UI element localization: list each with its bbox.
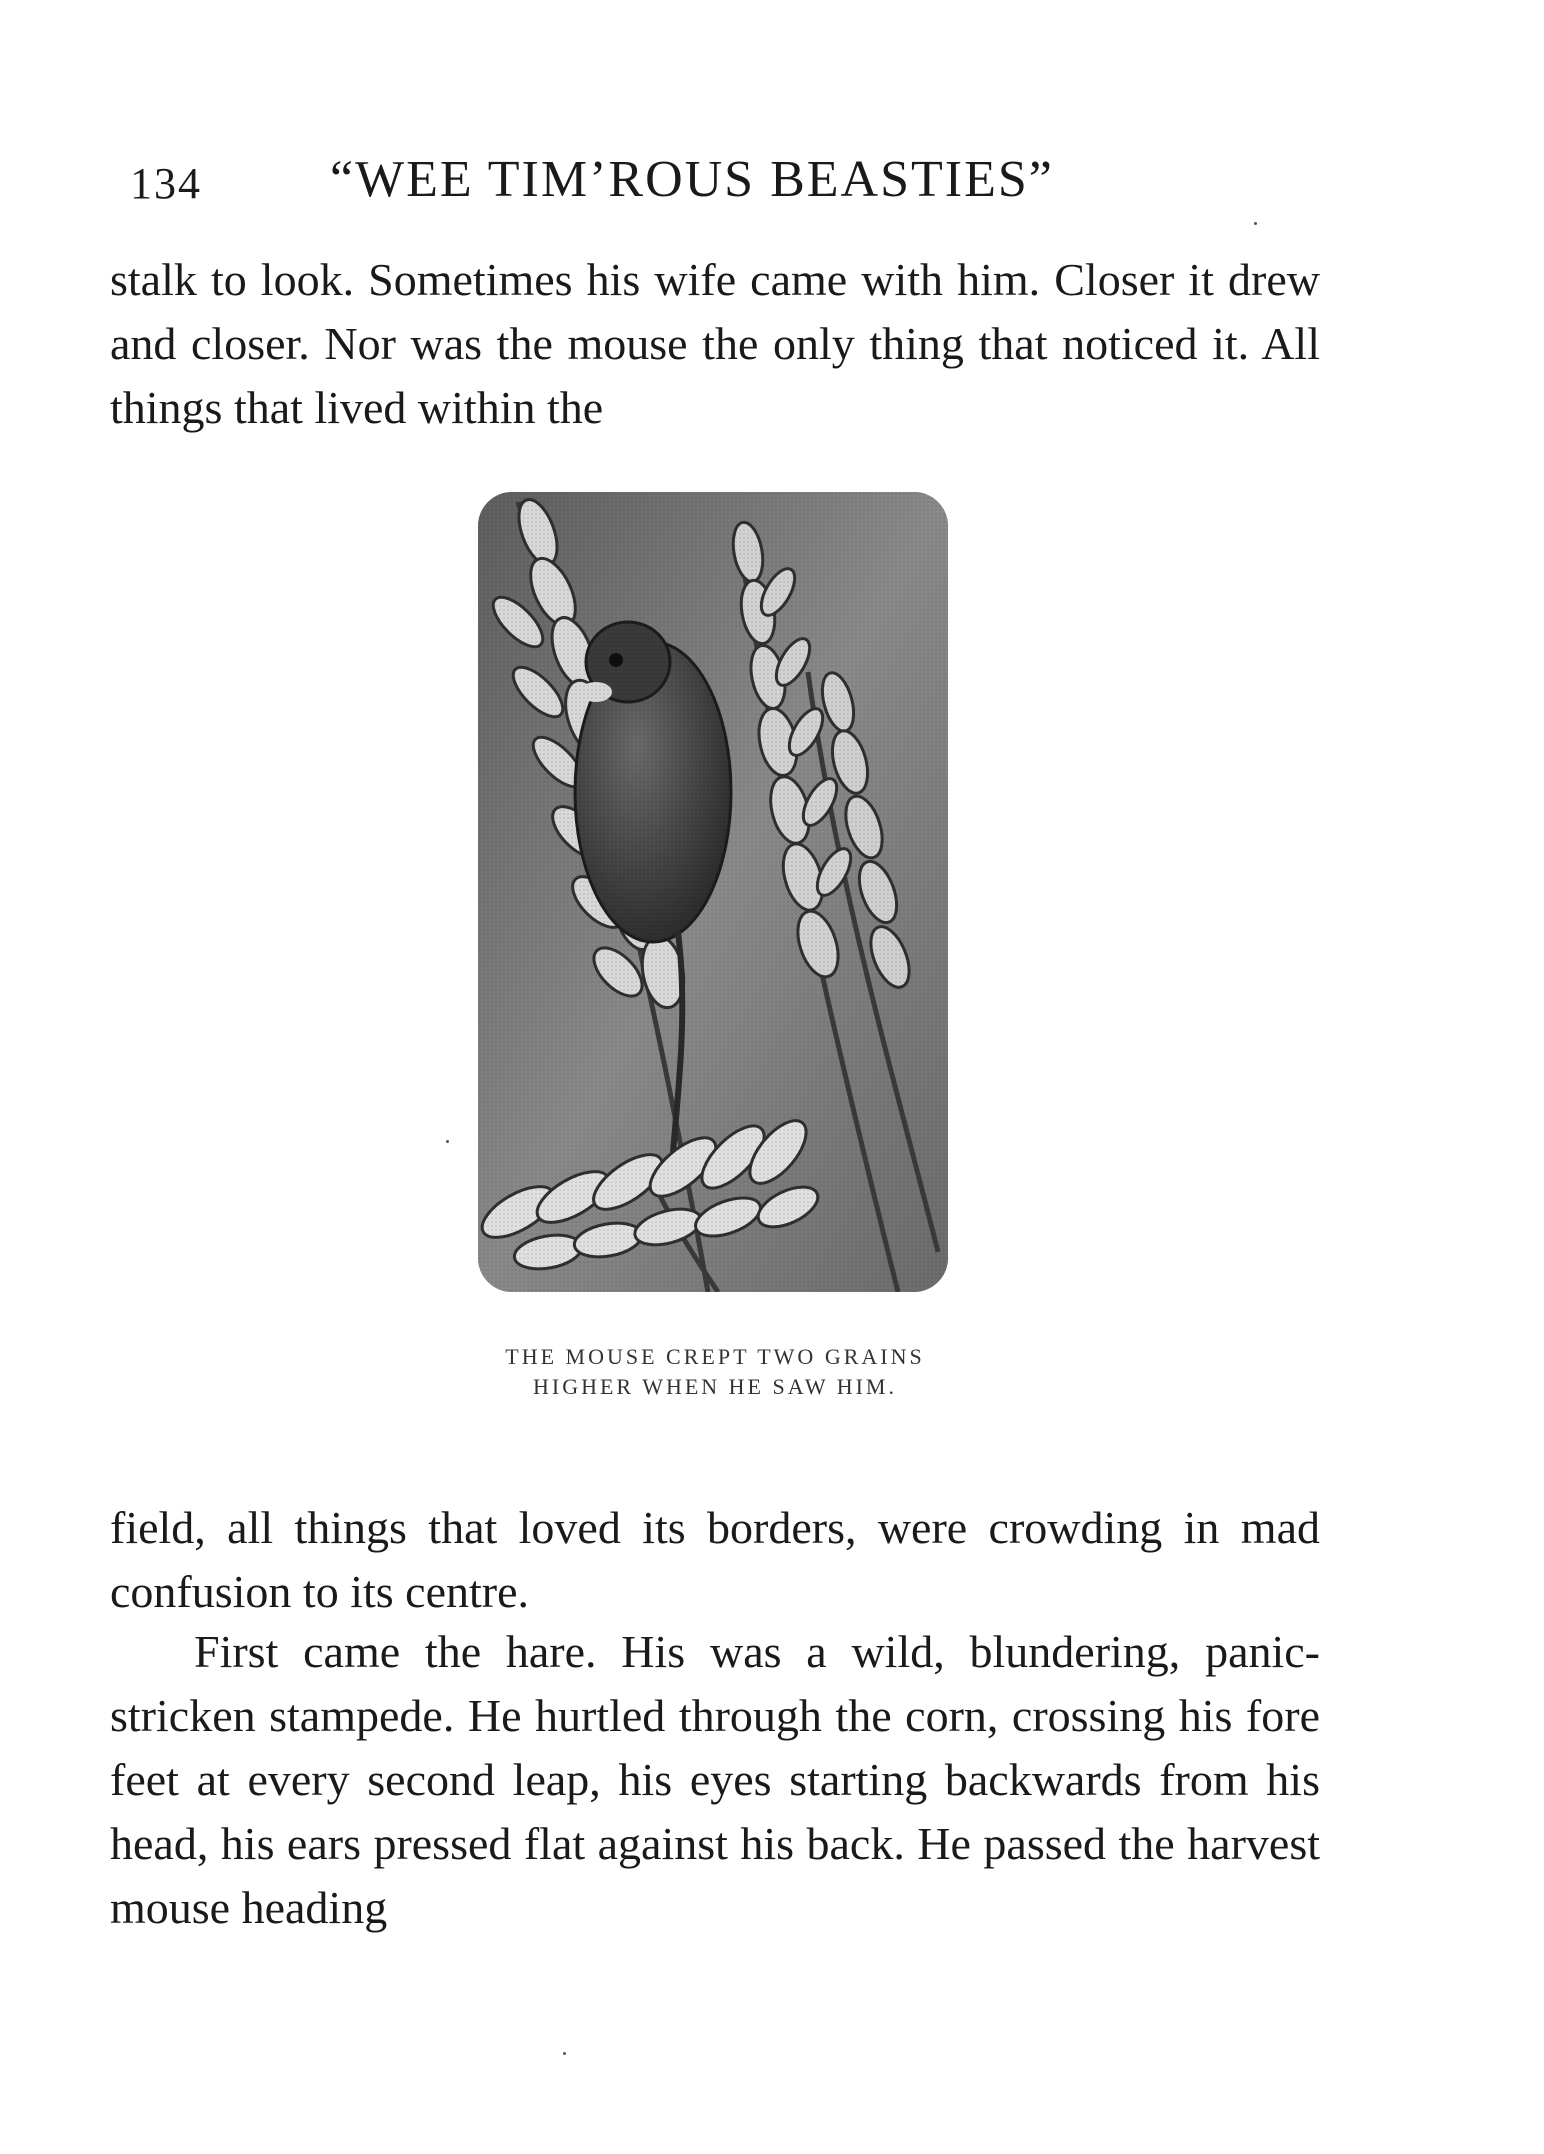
paragraph-hare: First came the hare. His was a wild, blundering, panic-stricken stampede. He hurtled through the corn, crossing his fore feet at every second leap, his eyes starting backwards from his head, his ears pressed flat against his back. He passed the harvest mouse heading (110, 1626, 1320, 1933)
paper-speck (446, 1140, 449, 1143)
caption-line-1: THE MOUSE CREPT TWO GRAINS (505, 1344, 925, 1369)
paper-speck (1254, 222, 1257, 225)
running-head (130, 150, 1230, 220)
paper-speck (563, 2052, 566, 2055)
plate-caption (360, 1342, 1070, 1402)
page-number: 134 (130, 159, 202, 208)
halftone-screen (478, 492, 948, 1292)
paragraph-top: stalk to look. Sometimes his wife came with him. Closer it drew and closer. Nor was the mouse the only thing that noticed it. All things that lived within the (110, 254, 1320, 433)
mouse-on-wheat-illustration (478, 492, 948, 1292)
running-title: “WEE TIM’ROUS BEASTIES” (330, 151, 1054, 208)
photo-plate-harvest-mouse (478, 492, 948, 1292)
caption-line-2: HIGHER WHEN HE SAW HIM. (532, 1374, 897, 1399)
paragraph-continuation: field, all things that loved its borders, were crowding in mad confusion to its centre. (110, 1502, 1320, 1617)
